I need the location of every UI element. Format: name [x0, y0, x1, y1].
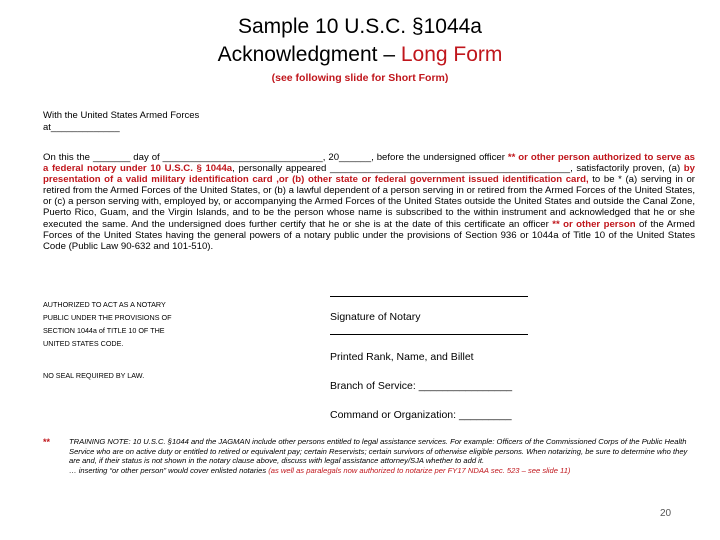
body-seg8: of the Armed Forces of the United States having the general powers of a notary public under the provisions of Section 936 or 1044a of Title 10 of the United States Code (Public Law 90-632 and 101-510).: [43, 218, 696, 252]
branch-of-service: Branch of Service: ________________: [330, 380, 513, 392]
body-seg5: by presentation of a valid military identification card ,or (b) other state or federal government issued identification card,: [43, 163, 695, 186]
signature-label: Signature of Notary: [330, 311, 421, 323]
authorized-line2: PUBLIC UNDER THE PROVISIONS OF: [43, 313, 172, 322]
training-note: [69, 437, 699, 475]
body-seg6: to be * (a) serving in or retired from the Armed Forces of the United States, or (b) a lawful dependent of a person serving in or retired from the Armed Forces of the United States, or (c) a person serving with, employed by, or accompanying the Armed Forces of the United States outside the United States and outside the Canal Zone, Puerto Rico, Guam, and the Virgin Islands, and to be the person whose name is subscribed to the within instrument and acknowledged that he or she executed the same. And the undersigned does further certify that he or she is at the date of this certificate an officer: [43, 174, 695, 230]
command-or-organization: Command or Organization: _________: [330, 409, 512, 421]
authorized-line4: UNITED STATES CODE.: [43, 339, 124, 348]
body-seg4: , personally appeared _____________________________________________, satisfactorily proven, (a): [232, 163, 684, 175]
training-note-paralegals: (as well as paralegals now authorized to notarize per FY17 NDAA sec. 523 – see slide 11): [268, 465, 571, 475]
printed-name-line: [330, 334, 528, 335]
body-seg2: ** or other person: [507, 152, 590, 163]
authorized-line3: SECTION 1044a of TITLE 10 OF THE: [43, 326, 165, 335]
preamble: [43, 110, 463, 133]
training-note-enlisted: … inserting “or other person” would cover enlisted notaries: [69, 465, 269, 475]
page-number: 20: [660, 508, 672, 519]
printed-name-label: Printed Rank, Name, and Billet: [330, 351, 474, 363]
slide-title-line2: [0, 42, 720, 68]
training-note-text1: TRAINING NOTE: 10 U.S.C. §1044 and the JAGMAN include other persons entitled to legal assistance services. For example: Officers of the Commissioned Corps of the Public Health Service who are on active duty or entitled to retired or equivalent pay; certain Reservists; certain survivors of otherwise eligible persons. When notarizing, be sure to determine who they are and, if their status is not shown in the notary clause above, discuss with legal assistance attorney/SJA whether to add it.: [69, 437, 688, 466]
training-note-mark: **: [43, 437, 51, 447]
signature-line: [330, 296, 528, 297]
authorized-line1: AUTHORIZED TO ACT AS A NOTARY: [43, 300, 166, 309]
body-seg3: authorized to serve as a federal notary under 10 U.S.C. § 1044a: [43, 152, 695, 175]
body-seg7: ** or other person: [552, 218, 636, 230]
slide-subtitle: (see following slide for Short Form): [271, 72, 449, 84]
preamble-line2: at_____________: [43, 121, 120, 133]
title-long-form: Long Form: [400, 43, 503, 66]
title-prefix: Acknowledgment –: [217, 43, 401, 66]
slide-title-line1: Sample 10 U.S.C. §1044a: [238, 15, 482, 38]
authorized-block: [43, 298, 203, 350]
acknowledgment-body: [43, 152, 695, 252]
training-note-text2: [69, 466, 699, 476]
preamble-line1: With the United States Armed Forces: [43, 110, 200, 121]
no-seal-note: NO SEAL REQUIRED BY LAW.: [43, 371, 145, 380]
body-seg1: On this the _______ day of ______________________________, 20______, before the undersigned officer: [43, 152, 508, 163]
